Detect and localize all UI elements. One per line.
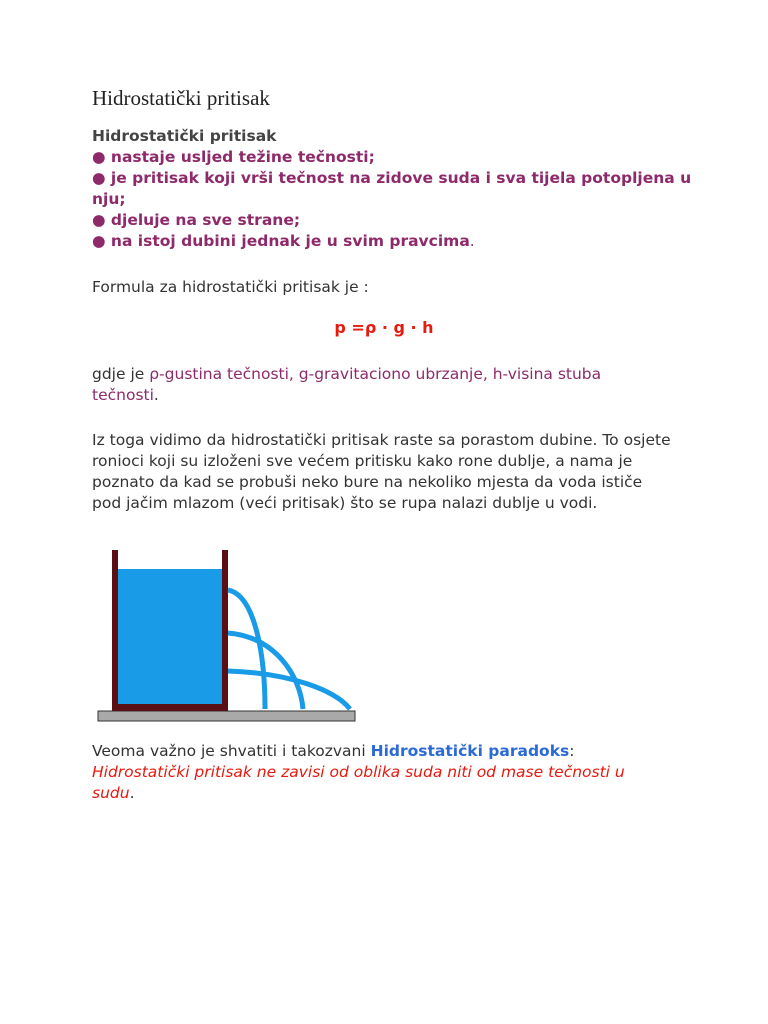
intro-heading: Hidrostatički pritisak xyxy=(92,127,277,145)
list-item: ● je pritisak koji vrši tečnost na zidove suda i sva tijela potopljena u nju; xyxy=(92,169,692,208)
ground-bar xyxy=(98,711,355,721)
bullet-list xyxy=(92,147,692,252)
list-item-period: . xyxy=(469,232,475,250)
list-item: ● nastaje usljed težine tečnosti; xyxy=(92,148,375,166)
paradox-paragraph xyxy=(92,741,672,804)
formula-expression: p =ρ · g · h xyxy=(334,318,434,337)
definitions-text: ρ-gustina tečnosti, g-gravitaciono ubrzanje, h-visina stuba tečnosti xyxy=(92,365,602,404)
water-body xyxy=(118,569,222,704)
water-jet-top xyxy=(228,590,265,709)
intro-section xyxy=(92,126,692,252)
depth-paragraph: Iz toga vidimo da hidrostatički pritisak raste sa porastom dubine. To osjete ronioci koji su izloženi sve većem pritisku kako rone dublje, a nama je poznato da kad se probuši neko bure na nekoliko mjesta da voda ističe pod jačim mlazom (veći pritisak) što se rupa nalazi dublje u vodi. xyxy=(92,431,671,512)
water-jet-bottom xyxy=(228,671,350,709)
paradox-statement-end: . xyxy=(129,784,135,802)
definitions-paragraph xyxy=(92,364,632,406)
paradox-link[interactable]: Hidrostatički paradoks xyxy=(370,742,570,760)
hydrostatic-diagram xyxy=(95,545,365,725)
list-item-text: ● na istoj dubini jednak je u svim pravcima xyxy=(92,232,470,250)
container-bottom xyxy=(112,704,228,711)
definitions-suffix: . xyxy=(153,386,159,404)
paradox-prefix: Veoma važno je shvatiti i takozvani xyxy=(92,742,371,760)
definitions-prefix: gdje je xyxy=(92,365,150,383)
list-item: ● djeluje na sve strane; xyxy=(92,211,301,229)
container-left-wall xyxy=(112,550,118,710)
list-item xyxy=(92,231,692,252)
paradox-colon: : xyxy=(569,742,575,760)
formula-lead: Formula za hidrostatički pritisak je : xyxy=(92,278,369,296)
paradox-statement: Hidrostatički pritisak ne zavisi od oblika suda niti od mase tečnosti u sudu xyxy=(92,763,625,802)
container-right-wall xyxy=(222,550,228,710)
page-title: Hidrostatički pritisak xyxy=(92,86,270,110)
